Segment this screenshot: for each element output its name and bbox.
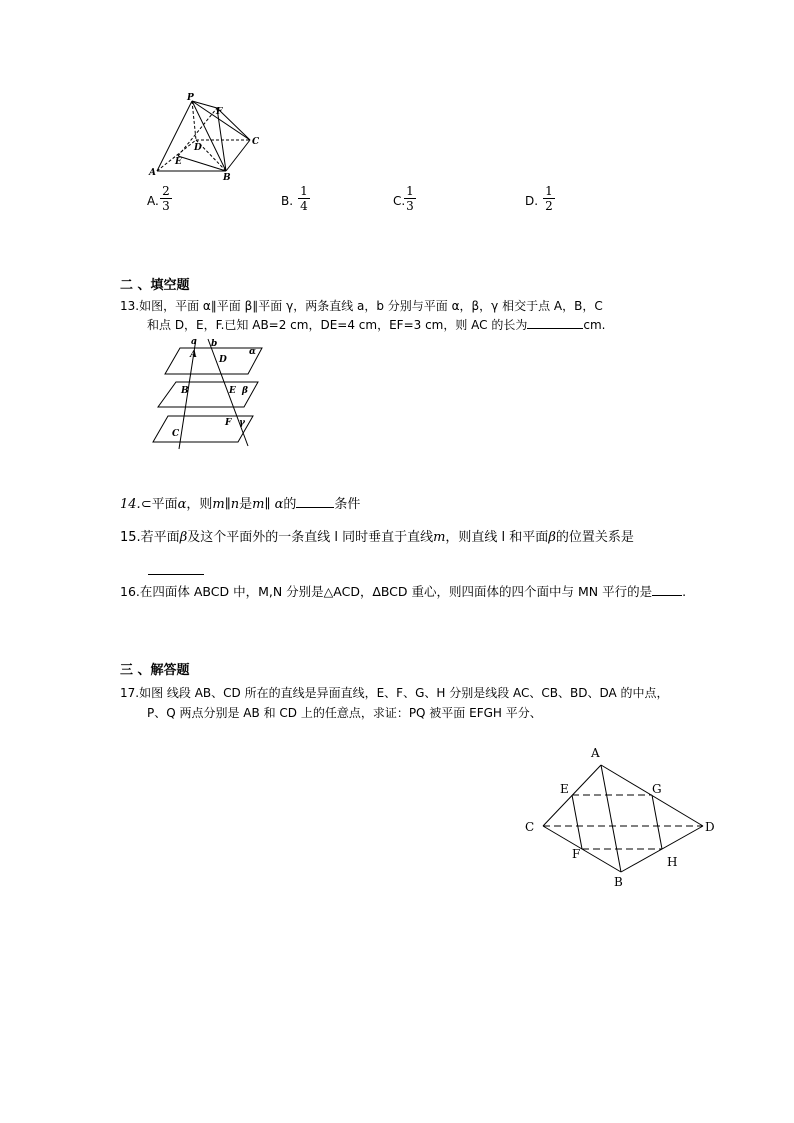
q14: [120, 497, 360, 513]
option-a-numerator: 2: [162, 184, 170, 198]
label-f: F: [216, 107, 223, 117]
label-f: F: [572, 847, 581, 861]
q15-text2: 及这个平面外的一条直线 l 同时垂直于直线: [187, 530, 434, 545]
label-b: B: [614, 875, 623, 889]
q16-text1: 16.在四面体 ABCD 中，M,N 分别是△ACD，∆BCD 重心，则四面体的四个面中与 MN 平行的是: [120, 584, 653, 599]
parallel-planes-figure: [150, 336, 265, 452]
label-gamma: γ: [239, 418, 245, 428]
option-a-denominator: 3: [160, 198, 172, 213]
q13-line2: [147, 317, 605, 333]
label-e: E: [560, 782, 569, 796]
label-p: P: [187, 93, 194, 103]
label-d: D: [194, 143, 202, 153]
q14-answer-blank[interactable]: [296, 507, 334, 508]
q17-line2: P、Q 两点分别是 AB 和 CD 上的任意点，求证：PQ 被平面 EFGH 平分、: [147, 706, 542, 720]
q16-answer-blank[interactable]: [652, 595, 682, 596]
option-c-denominator: 3: [404, 198, 416, 213]
q13-unit: cm.: [583, 318, 606, 332]
option-c-label: C.: [393, 194, 406, 208]
option-d-fraction: [543, 184, 555, 213]
option-d-label: D.: [525, 194, 539, 208]
q14-symbol-m-alpha: m∥ α: [252, 497, 284, 512]
label-c: C: [252, 137, 260, 147]
q14-symbol-mn: m∥n: [212, 497, 240, 512]
q15: [120, 530, 634, 546]
label-line-a: a: [191, 337, 197, 347]
q14-symbol-alpha: α: [177, 497, 187, 512]
q14-text5: 条件: [334, 497, 361, 512]
q15-symbol-beta-2: β: [548, 530, 556, 545]
label-c: C: [525, 820, 535, 834]
label-d: D: [705, 820, 715, 834]
label-point-d: D: [219, 355, 227, 365]
q15-text3: ，则直线 l 和平面: [445, 530, 549, 545]
label-point-b: B: [181, 386, 189, 396]
section-fill-in-title: 二 、填空题: [120, 278, 190, 293]
q13-line2-text: 和点 D，E，F.已知 AB=2 cm，DE=4 cm，EF=3 cm，则 AC 的长为: [147, 318, 528, 332]
option-d-denominator: 2: [543, 198, 555, 213]
label-point-c: C: [172, 429, 180, 439]
q16-text2: .: [682, 584, 687, 599]
label-line-b: b: [211, 339, 218, 349]
q14-text4: 的: [283, 497, 297, 512]
q15-answer-blank[interactable]: [148, 574, 204, 575]
option-a-label: A.: [147, 194, 159, 208]
skew-lines-figure: [515, 740, 725, 890]
label-point-e: E: [229, 386, 236, 396]
label-alpha: α: [249, 347, 256, 357]
option-b-fraction: [298, 184, 310, 213]
pyramid-figure: [140, 90, 270, 185]
q17-line1: 17.如图 线段 AB、CD 所在的直线是异面直线，E、F、G、H 分别是线段 AC、CB、BD、DA 的中点，: [120, 686, 669, 700]
label-beta: β: [242, 386, 248, 396]
q13-line1: 13.如图，平面 α∥平面 β∥平面 γ，两条直线 a，b 分别与平面 α，β，γ 相交于点 A，B，C: [120, 299, 603, 313]
q14-number: 14.: [120, 497, 141, 512]
label-e: E: [175, 157, 182, 167]
section-answer-title: 三 、解答题: [120, 663, 190, 678]
q14-text3: 是: [239, 497, 253, 512]
q15-symbol-beta: β: [179, 530, 188, 545]
q15-text4: 的位置关系是: [555, 530, 634, 545]
option-b-numerator: 1: [300, 184, 308, 198]
option-d-numerator: 1: [545, 184, 553, 198]
label-point-a: A: [190, 350, 197, 360]
option-a-fraction: [160, 184, 172, 213]
option-c-fraction: [404, 184, 416, 213]
label-point-f: F: [225, 418, 232, 428]
label-h: H: [667, 855, 678, 869]
q15-text1: 15.若平面: [120, 530, 180, 545]
q15-symbol-m: m: [433, 530, 446, 545]
label-a: A: [591, 746, 600, 760]
q13-answer-blank[interactable]: [527, 328, 583, 329]
label-b: B: [223, 173, 231, 183]
q14-text2: ，则: [186, 497, 213, 512]
option-b-label: B.: [281, 194, 294, 208]
label-a: A: [149, 168, 156, 178]
option-b-denominator: 4: [298, 198, 310, 213]
option-c-numerator: 1: [406, 184, 414, 198]
label-g: G: [652, 782, 662, 796]
q14-text1: ⊂平面: [140, 497, 178, 512]
q16: [120, 584, 686, 600]
